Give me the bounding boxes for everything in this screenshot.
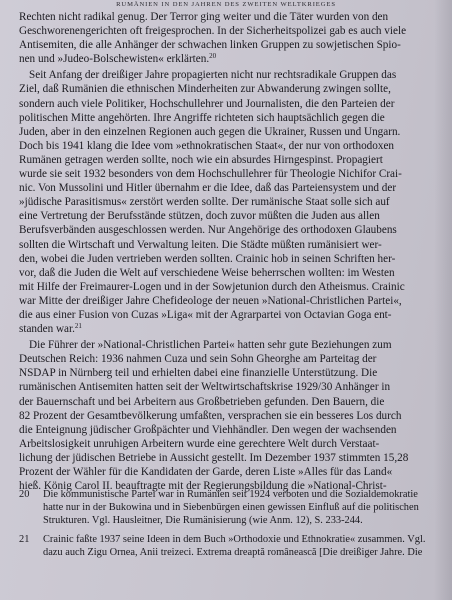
text-line: Berufsverbänden ausgeschlossen werden. Nur Angehörige des orthodoxen Glaubens — [19, 224, 397, 237]
text-line: Prozent der Wähler für die Kandidaten der Garde, deren Liste »Alles für das Land« — [19, 466, 393, 478]
text-line: Juden, aber in den einzelnen Regionen auch gegen die Ukrainer, Russen und Ungarn. — [19, 125, 401, 138]
text-line: die aus einer Fusion von Cuzas »Liga« mit der Agrarpartei von Octavian Goga ent- — [19, 308, 392, 321]
text-line: Doch bis 1941 klang die Idee vom »ethnokratischen Staat«, der nur von orthodoxen — [19, 139, 395, 152]
text-line: den, wobei die Juden vertrieben werden sollten. Crainic hob in seinen Schriften her- — [19, 252, 396, 265]
running-head: RUMÄNIEN IN DEN JAHREN DES ZWEITEN WELTKRIEGES — [116, 1, 336, 8]
footnote-line: Crainic faßte 1937 seine Ideen in dem Buch »Orthodoxie und Ethnokratie« zusammen. Vgl. — [43, 534, 426, 545]
text-line: Ziel, daß Rumänien die ethnischen Minderheiten zur Abwanderung zwingen sollte, — [19, 83, 391, 96]
text-line: wurde sie seit 1932 besonders von dem Hochschullehrer für Theologie Nichifor Crai- — [19, 168, 402, 181]
text-line: mit Hilfe der Freimaurer-Logen und in der Sowjetunion durch den Atheismus. Crainic — [19, 280, 405, 293]
footnote — [19, 533, 445, 559]
footnote-number: 20 — [19, 489, 30, 500]
text-line: Deutschen Reich: 1936 nahmen Cuza und sein Sohn Gheorghe am Parteitag der — [19, 353, 377, 366]
footnote-number: 21 — [19, 534, 30, 545]
text-line: Rumänen getragen werden sollte, noch wie ein absurdes Hirngespinst. Propagiert — [19, 153, 383, 166]
text-line: rumänischen Antisemiten hatten seit der Weltwirtschaftskrise 1929/30 Anhänger in — [19, 381, 391, 394]
text-line: Rechten nicht radikal genug. Der Terror ging weiter und die Täter wurden von den — [19, 11, 389, 23]
text-line: lichung der jüdischen Betriebe in Aussicht gestellt. Im Dezember 1937 stimmten 15,28 — [19, 451, 409, 464]
footnote — [19, 488, 445, 527]
text-line — [19, 52, 445, 66]
text-line: Antisemiten, die alle Anhänger der schwachen linken Gruppen zu sowjetischen Spio- — [19, 39, 401, 52]
footnote-line: Die kommunistische Partei war in Rumänien seit 1924 verboten und die Sozialdemokratie — [43, 489, 418, 500]
text-line: »jüdische Parasitismus« zerstört werden sollte. Der rumänische Staat solle sich auf — [19, 196, 390, 209]
text-line: 82 Prozent der Gesamtbevölkerung umfaßten, versprachen sie ein besseres Los durch — [19, 409, 402, 422]
text-line: hieß. König Carol II. beauftragte mit der Regierungsbildung die »National-Christ- — [19, 480, 387, 493]
footnote-line: Strukturen. Vgl. Hausleitner, Die Rumänisierung (wie Anm. 12), S. 233-244. — [43, 515, 363, 526]
text-line: vor, daß die Juden die Welt auf verschiedene Weise beherrschen wollten: im Westen — [19, 266, 395, 279]
paragraph — [19, 68, 445, 336]
text-line: der Bauernschaft und bei Arbeitern aus Großbetrieben gefunden. Den Bauern, die — [19, 395, 385, 408]
text-line-end: standen war. — [19, 323, 75, 336]
text-line: nic. Von Mussolini und Hitler übernahm er die Idee, daß das Parteiensystem und der — [19, 182, 397, 195]
text-line-end: nen und »Judeo-Bolschewisten« erklärten. — [19, 53, 210, 66]
footnote-line: hatte nur in der Bukowina und in Siebenbürgen einen gewissen Einfluß auf die politischen — [43, 502, 419, 513]
text-line: sondern auch viele Politiker, Hochschullehrer und Journalisten, die den Parteien der — [19, 97, 395, 110]
text-line: eine Vertretung der Berufsstände stützen, doch zuvor müßten die Juden aus allen — [19, 210, 380, 223]
text-line: Geschworenengerichten oft freigesprochen. In der Sicherheitspolizei gab es auch viele — [19, 25, 407, 38]
footnote-ref: 20 — [209, 52, 217, 61]
footnote-line: dazu auch Zigu Ornea, Anii treizeci. Extrema dreaptă românească [Die dreißiger Jahre. Die — [43, 547, 423, 558]
footnote-ref: 21 — [74, 322, 82, 331]
text-line: NSDAP in Nürnberg teil und erhielten dabei eine finanzielle Unterstützung. Die — [19, 367, 378, 380]
paragraph — [19, 10, 445, 66]
text-line: Arbeitslosigkeit unruhigen Arbeitern wurde eine gerechtere Welt durch Verstaat- — [19, 437, 380, 450]
paragraph — [19, 338, 445, 493]
text-line: Die Führer der »National-Christlichen Partei« hatten sehr gute Beziehungen zum — [29, 339, 392, 352]
text-line: sollten die Wirtschaft und Verwaltung leiten. Die Städte müßten rumänisiert wer- — [19, 238, 382, 251]
text-line: Seit Anfang der dreißiger Jahre propagierten nicht nur rechtsradikale Gruppen das — [29, 69, 397, 82]
text-line — [19, 322, 445, 336]
text-line: war Mitte der dreißiger Jahre Chefideologe der neuen »National-Christlichen Partei«, — [19, 294, 402, 307]
main-text — [19, 10, 445, 493]
footnotes — [19, 488, 445, 565]
text-line: die Enteignung jüdischer Großpächter und Viehhändler. Den wegen der wachsenden — [19, 423, 397, 436]
text-line: politischen Mitte angehörten. Ihre Angriffe richteten sich hauptsächlich gegen die — [19, 111, 385, 124]
